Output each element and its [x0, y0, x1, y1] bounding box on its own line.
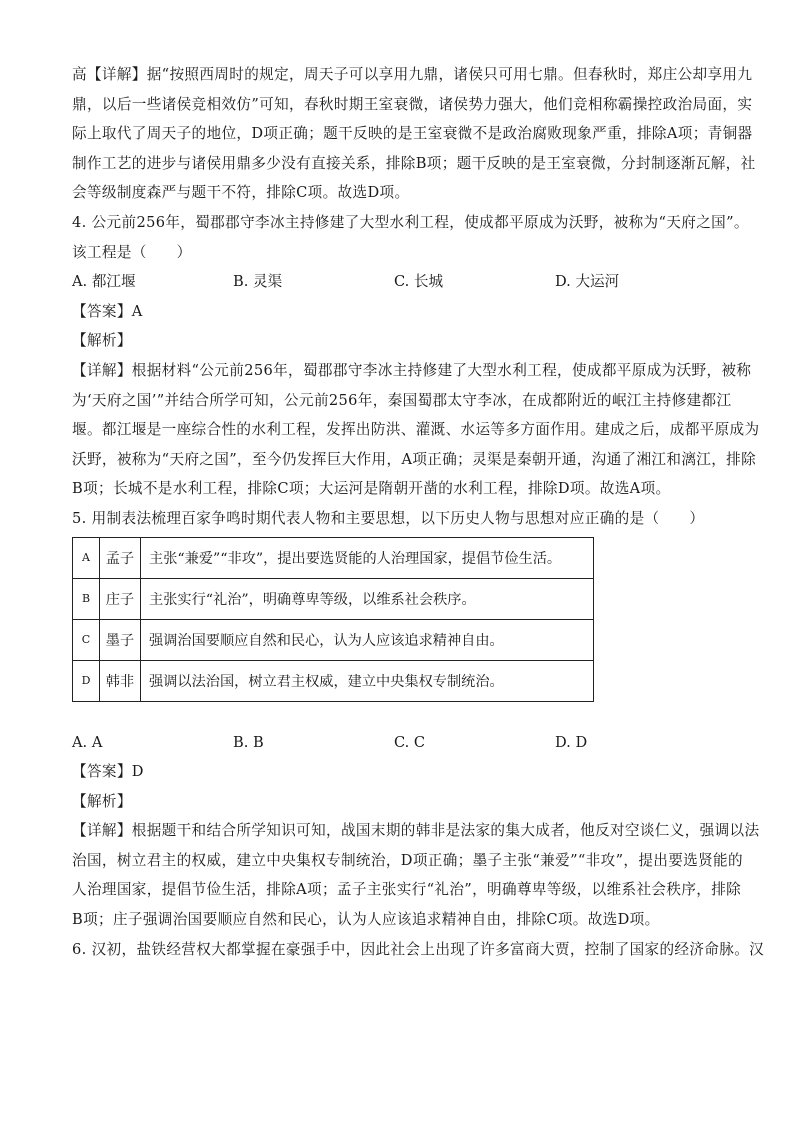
- thinker-name: 庄子: [100, 578, 141, 619]
- text-line: 治国，树立君主的权威，建立中央集权专制统治，D项正确；墨子主张“兼爱”“非攻”，提出要选贤能的: [72, 851, 743, 869]
- option-d: D. 大运河: [555, 273, 620, 291]
- text-line: 制作工艺的进步与诸侯用鼎多少没有直接关系，排除B项；题干反映的是王室衰微，分封制逐渐瓦解，社: [72, 154, 756, 172]
- question-stem: 4. 公元前256年，蜀郡郡守李冰主持修建了大型水利工程，使成都平原成为沃野，被称为“天府之国”。: [72, 213, 749, 231]
- text-line: 堰。都江堰是一座综合性的水利工程，发挥出防洪、灌溉、水运等多方面作用。建成之后，成都平原成为: [72, 421, 760, 439]
- text-line: 高【详解】据“按照西周时的规定，周天子可以享用九鼎，诸侯只可用七鼎。但春秋时，郑庄公却享用九: [72, 66, 753, 83]
- analysis-heading: 【解析】: [72, 332, 132, 350]
- text-line: 【详解】根据题干和结合所学知识可知，战国末期的韩非是法家的集大成者，他反对空谈仁义，强调以法: [72, 822, 760, 840]
- answer-options: [72, 267, 724, 297]
- question-stem: 该工程是（ ）: [72, 243, 192, 261]
- row-key: D: [73, 660, 100, 701]
- text-line: B项；庄子强调治国要顺应自然和民心，认为人应该追求精神自由，排除C项。故选D项。: [72, 911, 660, 929]
- question-stem: 5. 用制表法梳理百家争鸣时期代表人物和主要思想，以下历史人物与思想对应正确的是（ ）: [72, 509, 705, 527]
- question-6: [72, 935, 765, 965]
- table-row: [73, 619, 594, 660]
- analysis-heading: 【解析】: [72, 792, 132, 810]
- thinkers-table: [72, 537, 594, 702]
- question-stem: 6. 汉初，盐铁经营权大都掌握在豪强手中，因此社会上出现了许多富商大贾，控制了国家的经济命脉。汉: [72, 940, 765, 958]
- text-line: 鼎，以后一些诸侯竞相效仿”可知，春秋时期王室衰微，诸侯势力强大，他们竞相称霸操控政治局面，实: [72, 95, 753, 113]
- answer-label: 【答案】A: [72, 302, 143, 320]
- table-row: [73, 660, 594, 701]
- text-line: 际上取代了周天子的地位，D项正确；题干反映的是王室衰微不是政治腐败现象严重，排除A项；青铜器: [72, 125, 753, 143]
- row-key: B: [73, 578, 100, 619]
- option-c: C. C: [394, 733, 426, 751]
- thinker-name: 墨子: [100, 619, 141, 660]
- table-row: [73, 578, 594, 619]
- text-line: 会等级制度森严与题干不符，排除C项。故选D项。: [72, 184, 410, 202]
- option-d: D. D: [555, 733, 588, 751]
- q3-explanation: [72, 60, 756, 208]
- question-5: [72, 504, 760, 935]
- text-line: 【详解】根据材料“公元前256年，蜀郡郡守李冰主持修建了大型水利工程，使成都平原成为沃野，被称: [72, 361, 752, 379]
- exam-page: [72, 60, 765, 964]
- row-key: C: [73, 619, 100, 660]
- option-b: B. B: [233, 733, 264, 751]
- thinker-idea: 主张实行“礼治”，明确尊卑等级，以维系社会秩序。: [141, 578, 594, 619]
- option-c: C. 长城: [394, 273, 444, 291]
- thinker-name: 孟子: [100, 537, 141, 578]
- option-a: A. 都江堰: [72, 273, 136, 291]
- text-line: 为‘天府之国’”并结合所学可知，公元前256年，秦国蜀郡太守李冰，在成都附近的岷江主持修建都江: [72, 391, 732, 409]
- text-line: B项；长城不是水利工程，排除C项；大运河是隋朝开凿的水利工程，排除D项。故选A项。: [72, 480, 671, 498]
- row-key: A: [73, 537, 100, 578]
- option-b: B. 灵渠: [233, 273, 283, 291]
- thinker-idea: 主张“兼爱”“非攻”，提出要选贤能的人治理国家，提倡节俭生活。: [141, 537, 594, 578]
- option-a: A. A: [72, 733, 103, 751]
- text-line: 沃野，被称为“天府之国”，至今仍发挥巨大作用，A项正确；灵渠是秦朝开通，沟通了湘江和漓江，排除: [72, 450, 757, 468]
- thinker-idea: 强调治国要顺应自然和民心，认为人应该追求精神自由。: [141, 619, 594, 660]
- answer-label: 【答案】D: [72, 763, 144, 781]
- answer-options: [72, 728, 724, 758]
- table-row: [73, 537, 594, 578]
- text-line: 人治理国家，提倡节俭生活，排除A项；孟子主张实行“礼治”，明确尊卑等级，以维系社会秩序，排除: [72, 881, 742, 899]
- thinker-name: 韩非: [100, 660, 141, 701]
- question-4: [72, 208, 760, 504]
- thinker-idea: 强调以法治国，树立君主权威，建立中央集权专制统治。: [141, 660, 594, 701]
